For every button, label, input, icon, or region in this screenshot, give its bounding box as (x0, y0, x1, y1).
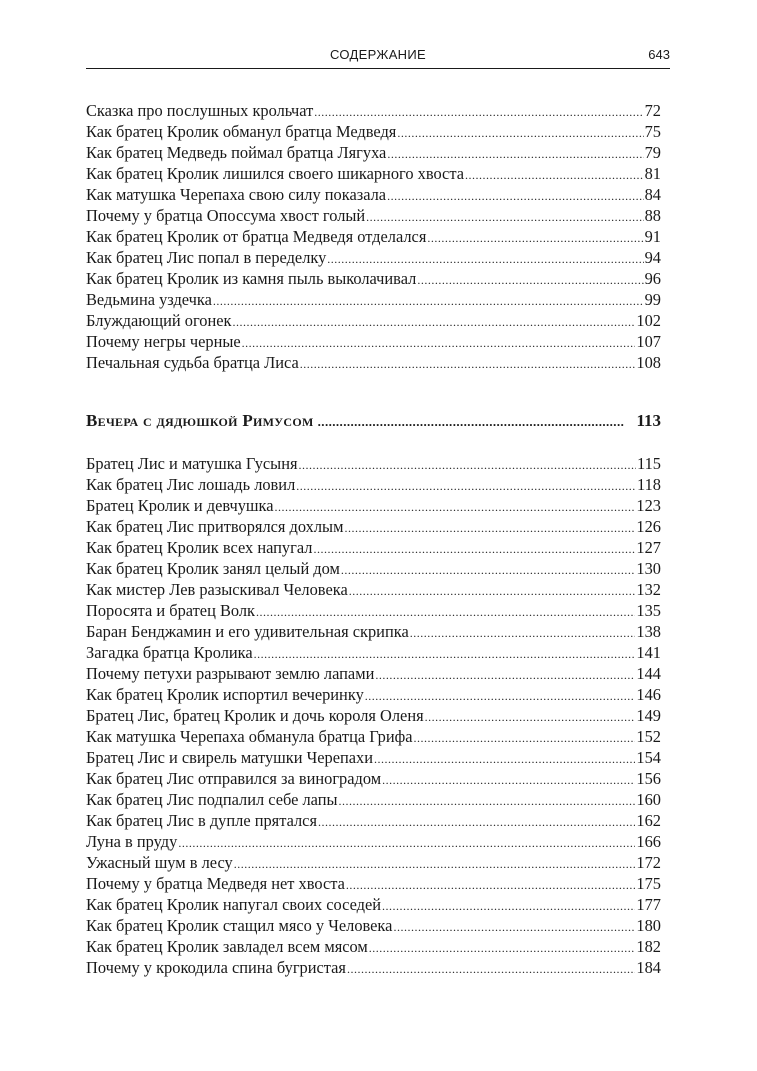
toc-entry[interactable] (86, 247, 661, 268)
toc-leader-dots (425, 705, 636, 728)
toc-entry-title: Как братец Кролик от братца Медведя отделался (86, 227, 427, 246)
toc-leader-dots (374, 747, 635, 770)
toc-entry-title: Почему у братца Медведя нет хвоста (86, 874, 345, 893)
toc-entry-page: 123 (636, 496, 661, 515)
toc-entry-page: 149 (636, 706, 661, 725)
toc-leader-dots (397, 121, 643, 144)
toc-entry[interactable] (86, 100, 661, 121)
toc-leader-dots (275, 495, 636, 518)
toc-leader-dots (256, 600, 635, 623)
toc-entry[interactable] (86, 600, 661, 621)
toc-entry-title: Братец Лис и матушка Гусыня (86, 454, 298, 473)
toc-entry-title: Как братец Лис попал в переделку (86, 248, 327, 267)
toc-entry-page: 108 (636, 353, 661, 372)
toc-leader-dots (318, 810, 635, 833)
toc-entry-title: Братец Лис, братец Кролик и дочь короля Оленя (86, 706, 424, 725)
toc-entry-page: 118 (637, 475, 661, 494)
toc-entry-page: 177 (636, 895, 661, 914)
toc-entry[interactable] (86, 663, 661, 684)
toc-entry-title: Как братец Кролик испортил вечеринку (86, 685, 364, 704)
toc-entry-title: Братец Кролик и девчушка (86, 496, 274, 515)
toc-entry[interactable] (86, 831, 661, 852)
toc-entry-title: Как братец Кролик всех напугал (86, 538, 313, 557)
toc-entry-page: 152 (636, 727, 661, 746)
toc-entry-title: Загадка братца Кролика (86, 643, 253, 662)
toc-leader-dots (234, 852, 636, 875)
toc-entry-title: Почему у крокодила спина бугристая (86, 958, 346, 977)
toc-leader-dots (427, 226, 643, 249)
toc-entry[interactable] (86, 516, 661, 537)
toc-entry[interactable] (86, 789, 661, 810)
toc-leader-dots (344, 516, 635, 539)
toc-entry[interactable] (86, 873, 661, 894)
toc-entry-page: 115 (637, 454, 661, 473)
toc-entry-page: 102 (636, 311, 661, 330)
toc-leader-dots (393, 915, 635, 938)
toc-entry-title: Как братец Кролик завладел всем мясом (86, 937, 368, 956)
toc-entry[interactable] (86, 310, 661, 331)
toc-entry[interactable] (86, 747, 661, 768)
toc-entry[interactable] (86, 495, 661, 516)
toc-entry[interactable] (86, 894, 661, 915)
toc-entry-title: Как братец Кролик обманул братца Медведя (86, 122, 397, 141)
header-rule (86, 68, 670, 69)
toc-entry-page: 182 (636, 937, 661, 956)
toc-entry-page: 154 (636, 748, 661, 767)
toc-leader-dots (375, 663, 635, 686)
toc-leader-dots (387, 184, 644, 207)
toc-entry-page: 84 (644, 185, 661, 204)
toc-entry[interactable] (86, 268, 661, 289)
toc-entry[interactable] (86, 852, 661, 873)
toc-entry-title: Как матушка Черепаха свою силу показала (86, 185, 387, 204)
toc-list-part2 (86, 453, 661, 978)
toc-entry-title: Сказка про послушных крольчат (86, 101, 314, 120)
toc-entry-page: 138 (636, 622, 661, 641)
toc-entry-title: Как братец Лис притворялся дохлым (86, 517, 344, 536)
toc-entry-page: 88 (644, 206, 661, 225)
toc-entry-page: 162 (636, 811, 661, 830)
toc-entry-title: Поросята и братец Волк (86, 601, 255, 620)
toc-entry[interactable] (86, 163, 661, 184)
section-heading[interactable] (86, 409, 661, 433)
page-number: 643 (648, 47, 670, 62)
toc-entry[interactable] (86, 453, 661, 474)
toc-entry[interactable] (86, 537, 661, 558)
toc-entry-page: 94 (644, 248, 661, 267)
running-header (86, 47, 670, 67)
toc-leader-dots (327, 247, 643, 270)
toc-entry[interactable] (86, 142, 661, 163)
toc-entry-page: 144 (636, 664, 661, 683)
toc-leader-dots (417, 268, 643, 291)
toc-leader-dots (382, 894, 635, 917)
toc-leader-dots (213, 289, 644, 312)
section-page: 113 (636, 411, 661, 430)
toc-entry-page: 132 (636, 580, 661, 599)
toc-entry[interactable] (86, 621, 661, 642)
toc-entry-title: Как братец Лис в дупле прятался (86, 811, 317, 830)
toc-entry[interactable] (86, 352, 661, 373)
toc-entry-page: 146 (636, 685, 661, 704)
toc-leader-dots (465, 163, 644, 186)
toc-entry[interactable] (86, 684, 661, 705)
toc-leader-dots (382, 768, 635, 791)
toc-entry-page: 96 (644, 269, 661, 288)
toc-leader-dots (414, 726, 636, 749)
toc-entry[interactable] (86, 331, 661, 352)
section-leader-dots (318, 410, 625, 434)
toc-entry-title: Как братец Кролик стащил мясо у Человека (86, 916, 393, 935)
toc-entry-title: Как братец Лис лошадь ловил (86, 475, 296, 494)
toc-leader-dots (314, 100, 643, 123)
toc-entry[interactable] (86, 726, 661, 747)
toc-entry-title: Почему у братца Опоссума хвост голый (86, 206, 366, 225)
toc-leader-dots (346, 873, 636, 896)
toc-entry-title: Блуждающий огонек (86, 311, 232, 330)
running-title: СОДЕРЖАНИЕ (329, 47, 426, 62)
toc-list-part1 (86, 100, 661, 373)
toc-entry-page: 135 (636, 601, 661, 620)
toc-entry[interactable] (86, 226, 661, 247)
toc-entry-page: 156 (636, 769, 661, 788)
toc-entry-title: Как братец Кролик напугал своих соседей (86, 895, 382, 914)
toc-entry-page: 107 (636, 332, 661, 351)
toc-leader-dots (341, 558, 636, 581)
toc-entry[interactable] (86, 184, 661, 205)
toc-leader-dots (365, 684, 636, 707)
toc-entry-page: 184 (636, 958, 661, 977)
toc-leader-dots (242, 331, 636, 354)
toc-entry-page: 126 (636, 517, 661, 536)
toc-leader-dots (313, 537, 635, 560)
toc-entry-page: 72 (644, 101, 661, 120)
toc-leader-dots (296, 474, 636, 497)
toc-entry-page: 166 (636, 832, 661, 851)
toc-entry[interactable] (86, 642, 661, 663)
section-title: Вечера с дядюшкой Римусом (86, 411, 314, 430)
toc-entry-page: 81 (644, 164, 661, 183)
toc-leader-dots (233, 310, 636, 333)
toc-entry-page: 172 (636, 853, 661, 872)
toc-entry-title: Почему петухи разрывают землю лапами (86, 664, 375, 683)
toc-entry-title: Луна в пруду (86, 832, 178, 851)
toc-entry-title: Печальная судьба братца Лиса (86, 353, 299, 372)
toc-leader-dots (387, 142, 643, 165)
toc-entry[interactable] (86, 768, 661, 789)
toc-leader-dots (366, 205, 643, 228)
toc-entry-page: 91 (644, 227, 661, 246)
toc-leader-dots (347, 957, 635, 980)
toc-entry-page: 99 (644, 290, 661, 309)
toc-entry-page: 160 (636, 790, 661, 809)
toc-entry-title: Как братец Лис отправился за виноградом (86, 769, 382, 788)
toc-entry[interactable] (86, 915, 661, 936)
toc-leader-dots (300, 352, 636, 375)
toc-entry[interactable] (86, 705, 661, 726)
toc-entry[interactable] (86, 810, 661, 831)
toc-leader-dots (339, 789, 636, 812)
toc-entry-title: Ведьмина уздечка (86, 290, 212, 309)
toc-entry-title: Как братец Медведь поймал братца Лягуха (86, 143, 387, 162)
toc-entry-page: 175 (636, 874, 661, 893)
toc-entry-title: Как мистер Лев разыскивал Человека (86, 580, 348, 599)
toc-leader-dots (410, 621, 636, 644)
toc-leader-dots (299, 453, 637, 476)
toc-entry-title: Ужасный шум в лесу (86, 853, 233, 872)
toc-entry-title: Баран Бенджамин и его удивительная скрипка (86, 622, 409, 641)
toc-entry-title: Почему негры черные (86, 332, 241, 351)
toc-entry[interactable] (86, 579, 661, 600)
toc-entry-page: 180 (636, 916, 661, 935)
toc-entry-page: 79 (644, 143, 661, 162)
toc-entry-title: Как братец Кролик лишился своего шикарного хвоста (86, 164, 464, 183)
toc-entry-title: Как братец Лис подпалил себе лапы (86, 790, 338, 809)
toc-leader-dots (178, 831, 635, 854)
toc-leader-dots (254, 642, 636, 665)
toc-entry[interactable] (86, 957, 661, 978)
toc-entry[interactable] (86, 205, 661, 226)
toc-leader-dots (369, 936, 636, 959)
toc-entry-page: 130 (636, 559, 661, 578)
toc-entry-title: Братец Лис и свирель матушки Черепахи (86, 748, 374, 767)
toc-entry[interactable] (86, 936, 661, 957)
toc-entry[interactable] (86, 474, 661, 495)
toc-entry[interactable] (86, 121, 661, 142)
toc-entry-title: Как братец Кролик из камня пыль выколачивал (86, 269, 417, 288)
toc-entry-page: 141 (636, 643, 661, 662)
toc-entry-title: Как братец Кролик занял целый дом (86, 559, 340, 578)
toc-entry[interactable] (86, 558, 661, 579)
toc-entry-page: 75 (644, 122, 661, 141)
toc-entry-page: 127 (636, 538, 661, 557)
toc-entry[interactable] (86, 289, 661, 310)
toc-leader-dots (349, 579, 636, 602)
toc-entry-title: Как матушка Черепаха обманула братца Грифа (86, 727, 413, 746)
